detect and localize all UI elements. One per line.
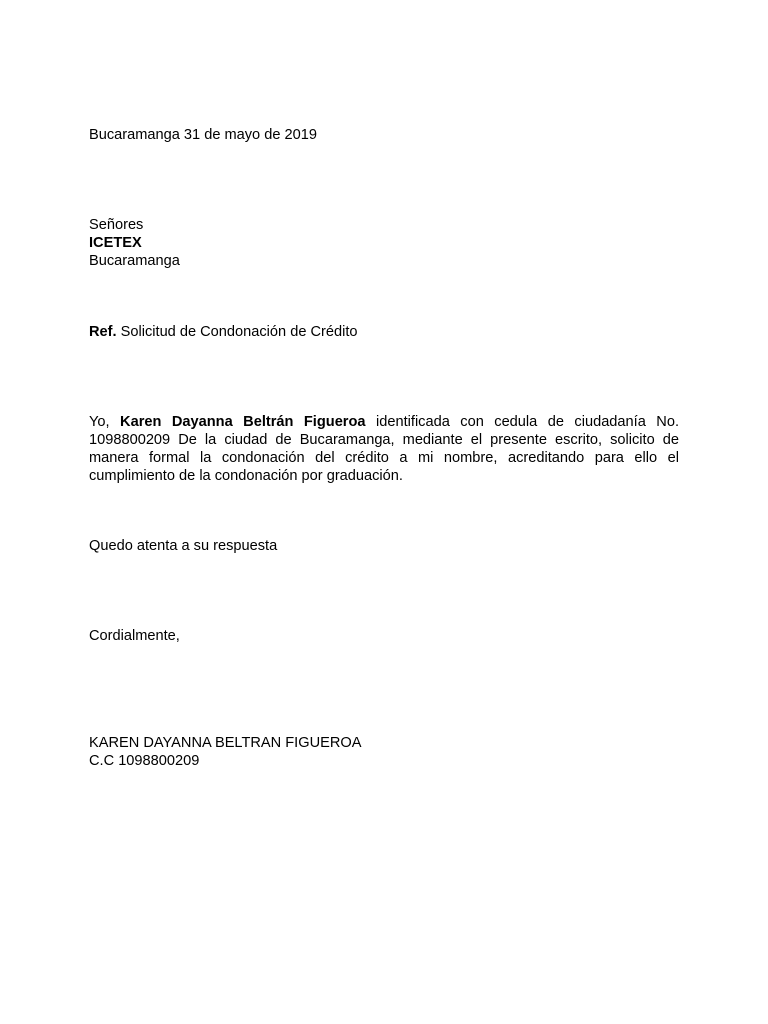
body-name: Karen Dayanna Beltrán Figueroa xyxy=(120,414,366,430)
recipient-block xyxy=(89,216,679,270)
reference-subject: Solicitud de Condonación de Crédito xyxy=(120,324,358,340)
date-line xyxy=(89,126,679,144)
recipient-entity: ICETEX xyxy=(89,235,142,251)
reference-line xyxy=(89,323,679,341)
body-text: identificada con cedula de ciudadanía No. 1098800209 De la ciudad de Bucaramanga, mediante el presente escrito, solicito de manera formal la condonación del crédito a mi nombre, acreditando para ello el cumplimiento de la condonación por graduación. xyxy=(89,414,679,484)
date-text: Bucaramanga 31 de mayo de 2019 xyxy=(89,127,317,143)
farewell-text: Cordialmente, xyxy=(89,628,180,644)
recipient-city: Bucaramanga xyxy=(89,253,180,269)
signature-block xyxy=(89,734,679,770)
closing-request xyxy=(89,537,679,555)
signature-id: C.C 1098800209 xyxy=(89,753,200,769)
body-paragraph xyxy=(89,413,679,485)
body-opening: Yo, xyxy=(89,414,110,430)
farewell xyxy=(89,627,679,645)
signature-name: KAREN DAYANNA BELTRAN FIGUEROA xyxy=(89,735,362,751)
recipient-salutation: Señores xyxy=(89,217,144,233)
reference-label: Ref. xyxy=(89,324,117,340)
closing-request-text: Quedo atenta a su respuesta xyxy=(89,538,278,554)
